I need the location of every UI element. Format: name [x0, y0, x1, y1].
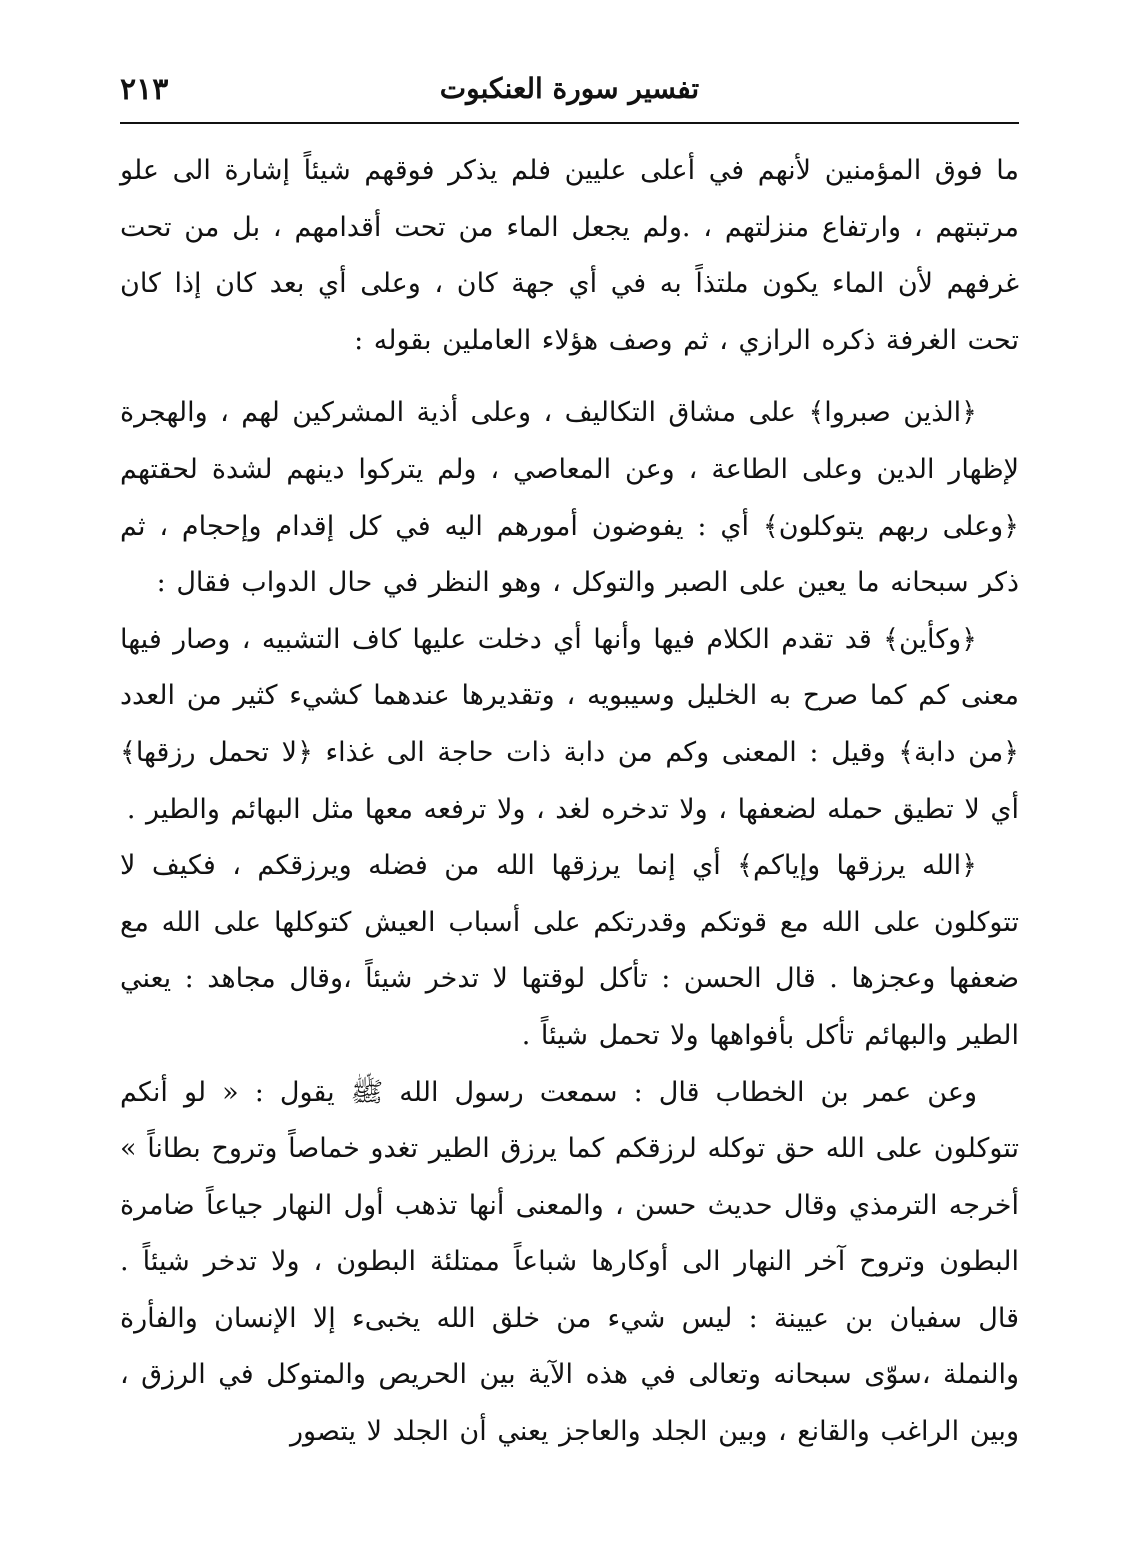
- paragraph-3: ﴿وكأين﴾ قد تقدم الكلام فيها وأنها أي دخلت عليها كاف التشبيه ، وصار فيها معنى كم كما صرح به الخليل وسيبويه ، وتقديرها عندهما كشيء كثير من العدد ﴿من دابة﴾ وقيل : المعنى وكم من دابة ذات حاجة الى غذاء ﴿لا تحمل رزقها﴾ أي لا تطيق حمله لضعفها ، ولا تدخره لغد ، ولا ترفعه معها مثل البهائم والطير .: [120, 623, 1019, 825]
- page-body: [120, 143, 1019, 1461]
- paragraph-1: ما فوق المؤمنين لأنهم في أعلى عليين فلم يذكر فوقهم شيئاً إشارة الى علو مرتبتهم ، وارتفاع منزلتهم ، .ولم يجعل الماء من تحت أقدامهم ، بل من تحت غرفهم لأن الماء يكون ملتذاً به في أي جهة كان ، وعلى أي بعد كان إذا كان تحت الغرفة ذكره الرازي ، ثم وصف هؤلاء العاملين بقوله :: [120, 155, 1019, 356]
- paragraph-4: ﴿الله يرزقها وإياكم﴾ أي إنما يرزقها الله من فضله ويرزقكم ، فكيف لا تتوكلون على الله مع قوتكم وقدرتكم على أسباب العيش كتوكلها على الله مع ضعفها وعجزها . قال الحسن : تأكل لوقتها لا تدخر شيئاً ،وقال مجاهد : يعني الطير والبهائم تأكل بأفواهها ولا تحمل شيئاً .: [120, 850, 1019, 1051]
- paragraph-5: وعن عمر بن الخطاب قال : سمعت رسول الله ﷺ يقول : « لو أنكم تتوكلون على الله حق توكله لرزقكم كما يرزق الطير تغدو خماصاً وتروح بطاناً » أخرجه الترمذي وقال حديث حسن ، والمعنى أنها تذهب أول النهار جياعاً ضامرة البطون وتروح آخر النهار الى أوكارها شباعاً ممتلئة البطون ، ولا تدخر شيئاً . قال سفيان بن عيينة : ليس شيء من خلق الله يخبىء إلا الإنسان والفأرة والنملة ،سوّى سبحانه وتعالى في هذه الآية بين الحريص والمتوكل في الرزق ، وبين الراغب والقانع ، وبين الجلد والعاجز يعني أن الجلد لا يتصور: [120, 1076, 1019, 1448]
- running-title: تفسير سورة العنكبوت: [439, 72, 700, 105]
- page-number: ٢١٣: [120, 72, 169, 107]
- page-header: [120, 66, 1019, 118]
- header-divider: [120, 122, 1019, 124]
- paragraph-2: ﴿الذين صبروا﴾ على مشاق التكاليف ، وعلى أذية المشركين لهم ، والهجرة لإظهار الدين وعلى الطاعة ، وعن المعاصي ، ولم يتركوا دينهم لشدة لحقتهم ﴿وعلى ربهم يتوكلون﴾ أي : يفوضون أمورهم اليه في كل إقدام وإحجام ، ثم ذكر سبحانه ما يعين على الصبر والتوكل ، وهو النظر في حال الدواب فقال :: [120, 397, 1019, 599]
